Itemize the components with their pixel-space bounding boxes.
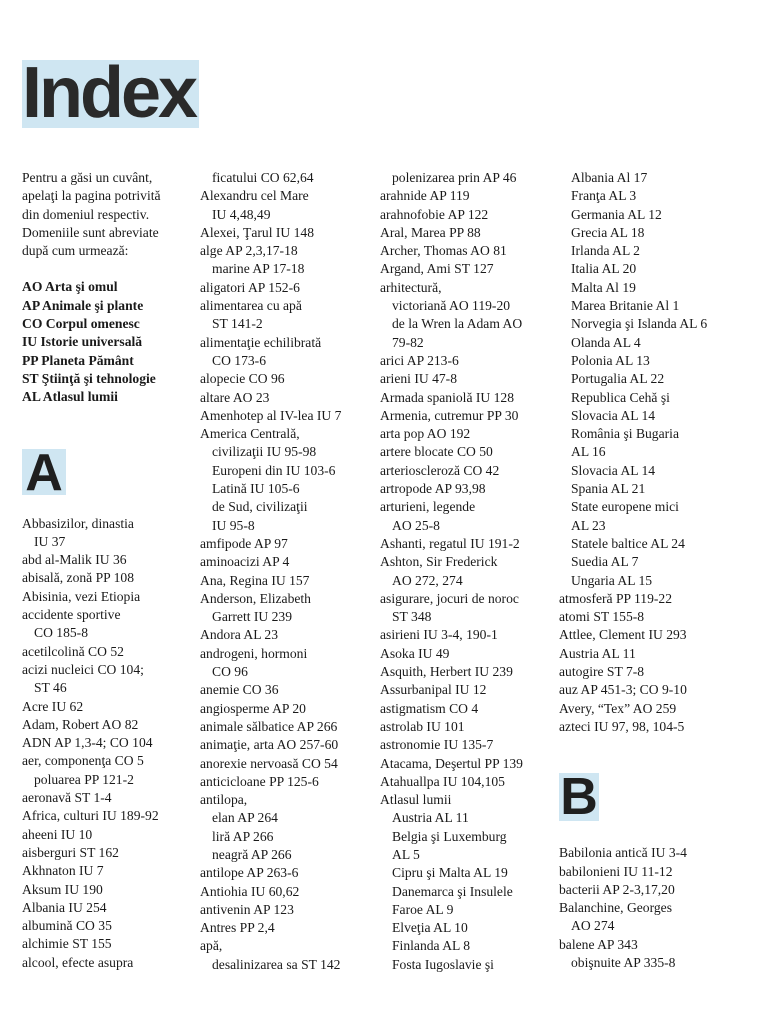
index-entry: asigurare, jocuri de noroc bbox=[380, 590, 519, 606]
section-letter-a: A bbox=[22, 449, 66, 495]
index-entry: Germania AL 12 bbox=[571, 206, 662, 222]
index-entry: Spania AL 21 bbox=[571, 481, 646, 497]
index-entry: Aksum IU 190 bbox=[22, 881, 103, 897]
legend-entry: PP Planeta Pământ bbox=[22, 352, 134, 368]
index-entry: animaţie, arta AO 257-60 bbox=[200, 737, 339, 753]
index-entry: de Sud, civilizaţii bbox=[212, 499, 308, 515]
index-entry: ADN AP 1,3-4; CO 104 bbox=[22, 735, 153, 751]
index-entry: civilizaţii IU 95-98 bbox=[212, 444, 317, 460]
index-entry: Asquith, Herbert IU 239 bbox=[380, 664, 513, 680]
index-entry: arici AP 213-6 bbox=[380, 352, 459, 368]
index-entry: AO 25-8 bbox=[392, 517, 440, 533]
index-entry: Republica Cehă şi bbox=[571, 389, 670, 405]
legend-entry: AL Atlasul lumii bbox=[22, 389, 118, 405]
index-entry: Polonia AL 13 bbox=[571, 352, 650, 368]
index-entry: acetilcolină CO 52 bbox=[22, 643, 124, 659]
index-entry: IU 37 bbox=[34, 533, 66, 549]
index-entry: Statele baltice AL 24 bbox=[571, 535, 685, 551]
index-entry: Italia AL 20 bbox=[571, 261, 637, 277]
index-entry: desalinizarea sa ST 142 bbox=[212, 956, 341, 972]
index-entry: anorexie nervoasă CO 54 bbox=[200, 755, 338, 771]
index-entry: după cum urmează: bbox=[22, 243, 129, 259]
index-entry: Garrett IU 239 bbox=[212, 609, 293, 625]
index-entry: Anderson, Elizabeth bbox=[200, 590, 311, 606]
index-entry: neagră AP 266 bbox=[212, 846, 292, 862]
spacer bbox=[559, 826, 749, 844]
index-entry: arieni IU 47-8 bbox=[380, 371, 458, 387]
index-entry: abd al-Malik IU 36 bbox=[22, 552, 127, 568]
index-entry: 79-82 bbox=[392, 334, 424, 350]
legend-entry: AP Animale şi plante bbox=[22, 297, 144, 313]
index-entry: din domeniul respectiv. bbox=[22, 206, 150, 222]
index-entry: elan AP 264 bbox=[212, 810, 278, 826]
index-entry: Argand, Ami ST 127 bbox=[380, 261, 494, 277]
index-entry: acizi nucleici CO 104; bbox=[22, 661, 144, 677]
index-entry: albumină CO 35 bbox=[22, 918, 112, 934]
index-entry: arta pop AO 192 bbox=[380, 426, 471, 442]
index-entry: aminoacizi AP 4 bbox=[200, 554, 290, 570]
index-entry: America Centrală, bbox=[200, 426, 300, 442]
index-entry: Belgia şi Luxemburg bbox=[392, 828, 507, 844]
index-entry: amfipode AP 97 bbox=[200, 535, 288, 551]
index-entry: Finlanda AL 8 bbox=[392, 938, 471, 954]
spacer bbox=[22, 260, 194, 278]
index-entry: AL 23 bbox=[571, 517, 606, 533]
index-entry: aheeni IU 10 bbox=[22, 826, 93, 842]
legend-entry: CO Corpul omenesc bbox=[22, 316, 140, 332]
index-entry: apă, bbox=[200, 938, 223, 954]
index-entry: arahnofobie AP 122 bbox=[380, 206, 489, 222]
index-entry: Ashanti, regatul IU 191-2 bbox=[380, 535, 520, 551]
index-entry: poluarea PP 121-2 bbox=[34, 771, 134, 787]
index-entry: Ungaria AL 15 bbox=[571, 572, 653, 588]
index-entry: anticicloane PP 125-6 bbox=[200, 773, 319, 789]
index-entry: AL 5 bbox=[392, 846, 420, 862]
index-entry: arturieni, legende bbox=[380, 499, 476, 515]
index-entry: Portugalia AL 22 bbox=[571, 371, 665, 387]
index-entry: aisberguri ST 162 bbox=[22, 844, 119, 860]
index-entry: Slovacia AL 14 bbox=[571, 462, 656, 478]
index-entry: apelaţi la pagina potrivită bbox=[22, 188, 161, 204]
index-entry: Malta Al 19 bbox=[571, 279, 636, 295]
index-entry: Suedia AL 7 bbox=[571, 554, 639, 570]
index-entry: Danemarca şi Insulele bbox=[392, 883, 513, 899]
index-entry: Alexei, Ţarul IU 148 bbox=[200, 224, 315, 240]
index-entry: Adam, Robert AO 82 bbox=[22, 716, 139, 732]
index-entry: Atlasul lumii bbox=[380, 792, 452, 808]
index-entry: alimentaţie echilibrată bbox=[200, 334, 322, 350]
index-entry: atmosferă PP 119-22 bbox=[559, 590, 673, 606]
index-entry: Latină IU 105-6 bbox=[212, 481, 300, 497]
index-entry: Archer, Thomas AO 81 bbox=[380, 243, 507, 259]
index-entry: astigmatism CO 4 bbox=[380, 700, 479, 716]
index-entry: Assurbanipal IU 12 bbox=[380, 682, 487, 698]
index-entry: Norvegia şi Islanda AL 6 bbox=[571, 316, 708, 332]
index-entry: atomi ST 155-8 bbox=[559, 609, 645, 625]
index-entry: Austria AL 11 bbox=[559, 645, 636, 661]
index-entry: Andora AL 23 bbox=[200, 627, 279, 643]
index-entry: obişnuite AP 335-8 bbox=[571, 954, 676, 970]
index-entry: marine AP 17-18 bbox=[212, 261, 305, 277]
index-column-4 bbox=[559, 169, 749, 972]
index-entry: arahnide AP 119 bbox=[380, 188, 470, 204]
index-entry: astronomie IU 135-7 bbox=[380, 737, 494, 753]
spacer bbox=[559, 736, 749, 754]
index-entry: abisală, zonă PP 108 bbox=[22, 570, 135, 586]
index-entry: Albania IU 254 bbox=[22, 899, 107, 915]
index-entry: Abbasizilor, dinastia bbox=[22, 515, 134, 531]
spacer bbox=[22, 425, 194, 443]
index-entry: Antres PP 2,4 bbox=[200, 920, 275, 936]
index-entry: AO 272, 274 bbox=[392, 572, 463, 588]
index-entry: aer, componenţa CO 5 bbox=[22, 753, 144, 769]
index-entry: Antiohia IU 60,62 bbox=[200, 883, 300, 899]
index-entry: Atahuallpa IU 104,105 bbox=[380, 773, 505, 789]
index-entry: Africa, culturi IU 189-92 bbox=[22, 808, 159, 824]
index-entry: Babilonia antică IU 3-4 bbox=[559, 845, 687, 861]
index-entry: aligatori AP 152-6 bbox=[200, 279, 300, 295]
index-entry: Elveţia AL 10 bbox=[392, 920, 468, 936]
index-entry: Europeni din IU 103-6 bbox=[212, 462, 336, 478]
index-entry: liră AP 266 bbox=[212, 828, 274, 844]
index-entry: Pentru a găsi un cuvânt, bbox=[22, 170, 153, 185]
index-entry: artropode AP 93,98 bbox=[380, 481, 486, 497]
index-entry: azteci IU 97, 98, 104-5 bbox=[559, 718, 685, 734]
index-entry: ST 348 bbox=[392, 609, 432, 625]
index-entry: Slovacia AL 14 bbox=[571, 407, 656, 423]
index-entry: AL 16 bbox=[571, 444, 606, 460]
index-entry: autogire ST 7-8 bbox=[559, 664, 645, 680]
index-entry: Irlanda AL 2 bbox=[571, 243, 640, 259]
index-entry: babilonieni IU 11-12 bbox=[559, 863, 673, 879]
index-entry: altare AO 23 bbox=[200, 389, 270, 405]
index-entry: antivenin AP 123 bbox=[200, 901, 294, 917]
index-entry: Cipru şi Malta AL 19 bbox=[392, 865, 508, 881]
index-entry: CO 96 bbox=[212, 664, 248, 680]
index-entry: Armenia, cutremur PP 30 bbox=[380, 407, 519, 423]
index-entry: accidente sportive bbox=[22, 607, 121, 623]
index-entry: aeronavă ST 1-4 bbox=[22, 790, 112, 806]
index-entry: Ana, Regina IU 157 bbox=[200, 572, 310, 588]
index-entry: ST 141-2 bbox=[212, 316, 263, 332]
index-entry: Amenhotep al IV-lea IU 7 bbox=[200, 407, 342, 423]
index-entry: Ashton, Sir Frederick bbox=[380, 554, 498, 570]
index-entry: polenizarea prin AP 46 bbox=[392, 170, 517, 185]
index-entry: Armada spaniolă IU 128 bbox=[380, 389, 515, 405]
index-entry: Asoka IU 49 bbox=[380, 645, 450, 661]
index-entry: AO 274 bbox=[571, 918, 615, 934]
index-entry: auz AP 451-3; CO 9-10 bbox=[559, 682, 687, 698]
index-entry: alcool, efecte asupra bbox=[22, 954, 134, 970]
section-letter-b: B bbox=[560, 768, 598, 826]
index-entry: antilopa, bbox=[200, 792, 248, 808]
index-entry: Aral, Marea PP 88 bbox=[380, 224, 481, 240]
index-entry: IU 95-8 bbox=[212, 517, 255, 533]
index-entry: Balanchine, Georges bbox=[559, 900, 672, 916]
index-column-1 bbox=[22, 169, 194, 972]
index-entry: Acre IU 62 bbox=[22, 698, 84, 714]
index-column-3 bbox=[380, 169, 560, 974]
index-entry: anemie CO 36 bbox=[200, 682, 279, 698]
index-entry: animale sălbatice AP 266 bbox=[200, 718, 338, 734]
index-entry: alopecie CO 96 bbox=[200, 371, 285, 387]
index-entry: Faroe AL 9 bbox=[392, 901, 454, 917]
index-entry: CO 185-8 bbox=[34, 625, 88, 641]
index-entry: România şi Bugaria bbox=[571, 426, 679, 442]
index-entry: alge AP 2,3,17-18 bbox=[200, 243, 298, 259]
index-entry: Attlee, Clement IU 293 bbox=[559, 627, 687, 643]
index-entry: Alexandru cel Mare bbox=[200, 188, 309, 204]
index-entry: angiosperme AP 20 bbox=[200, 700, 306, 716]
index-entry: Akhnaton IU 7 bbox=[22, 863, 104, 879]
index-entry: Avery, “Tex” AO 259 bbox=[559, 700, 677, 716]
index-entry: Marea Britanie Al 1 bbox=[571, 298, 680, 314]
page-title: Index bbox=[22, 60, 199, 128]
index-entry: balene AP 343 bbox=[559, 936, 638, 952]
index-entry: Domeniile sunt abreviate bbox=[22, 224, 159, 240]
index-entry: asirieni IU 3-4, 190-1 bbox=[380, 627, 498, 643]
index-entry: artere blocate CO 50 bbox=[380, 444, 493, 460]
index-entry: arhitectură, bbox=[380, 279, 442, 295]
legend-entry: ST Ştiinţă şi tehnologie bbox=[22, 370, 156, 386]
index-entry: astrolab IU 101 bbox=[380, 718, 465, 734]
index-entry: IU 4,48,49 bbox=[212, 206, 271, 222]
spacer bbox=[22, 407, 194, 425]
index-entry: Austria AL 11 bbox=[392, 810, 469, 826]
index-entry: Franţa AL 3 bbox=[571, 188, 637, 204]
index-entry: Abisinia, vezi Etiopia bbox=[22, 588, 141, 604]
legend-entry: AO Arta şi omul bbox=[22, 279, 118, 295]
index-entry: Albania Al 17 bbox=[571, 170, 648, 185]
index-entry: CO 173-6 bbox=[212, 352, 266, 368]
legend-entry: IU Istorie universală bbox=[22, 334, 143, 350]
index-entry: Olanda AL 4 bbox=[571, 334, 641, 350]
index-entry: State europene mici bbox=[571, 499, 679, 515]
index-entry: ST 46 bbox=[34, 680, 67, 696]
index-entry: de la Wren la Adam AO bbox=[392, 316, 523, 332]
index-entry: Fosta Iugoslavie şi bbox=[392, 956, 494, 972]
index-entry: bacterii AP 2-3,17,20 bbox=[559, 881, 675, 897]
index-entry: ficatului CO 62,64 bbox=[212, 170, 314, 185]
index-entry: alchimie ST 155 bbox=[22, 936, 112, 952]
index-entry: antilope AP 263-6 bbox=[200, 865, 299, 881]
index-entry: Grecia AL 18 bbox=[571, 224, 645, 240]
index-entry: arterioscleroză CO 42 bbox=[380, 462, 500, 478]
index-entry: victoriană AO 119-20 bbox=[392, 298, 511, 314]
index-column-2 bbox=[200, 169, 372, 974]
index-entry: Atacama, Deşertul PP 139 bbox=[380, 755, 523, 771]
index-entry: androgeni, hormoni bbox=[200, 645, 308, 661]
index-entry: alimentarea cu apă bbox=[200, 298, 302, 314]
